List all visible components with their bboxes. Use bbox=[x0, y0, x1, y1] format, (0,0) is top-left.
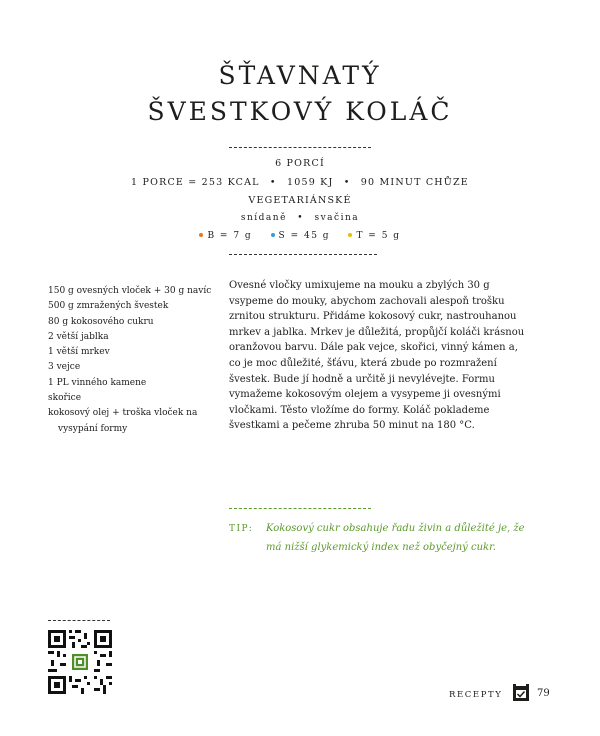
divider-tip bbox=[229, 508, 371, 509]
ingredient-item: 150 g ovesných vloček + 30 g navíc bbox=[48, 286, 212, 296]
ingredient-item: 1 PL vinného kamene bbox=[48, 377, 147, 388]
tip-label: TIP: bbox=[229, 524, 254, 534]
fat-dot-icon bbox=[348, 233, 352, 237]
qr-code-icon[interactable] bbox=[48, 630, 112, 694]
ingredient-item: 80 g kokosového cukru bbox=[48, 316, 154, 327]
ingredient-item: 2 větší jablka bbox=[48, 331, 109, 342]
footer-section-label: RECEPTY bbox=[449, 690, 503, 700]
divider-middle bbox=[229, 254, 377, 255]
diet-label: VEGETARIÁNSKÉ bbox=[248, 195, 352, 206]
macro-fat: T = 5 g bbox=[348, 231, 400, 241]
kcal-per-portion: 1 PORCE = 253 KCAL bbox=[131, 177, 260, 188]
recipe-title bbox=[0, 58, 600, 130]
walk-time: 90 MINUT CHŮZE bbox=[360, 177, 469, 188]
ingredient-item: kokosový olej + troška vloček na vysypání formy bbox=[48, 408, 198, 434]
recipe-book-icon bbox=[512, 684, 530, 702]
tip-box bbox=[229, 520, 529, 557]
bullet-separator: • bbox=[269, 177, 277, 188]
portions: 6 PORCÍ bbox=[275, 158, 325, 169]
macro-carbs: S = 45 g bbox=[271, 231, 331, 241]
ingredient-list bbox=[48, 284, 218, 437]
macros bbox=[0, 231, 600, 241]
kj-value: 1059 KJ bbox=[286, 177, 334, 188]
tip-text: Kokosový cukr obsahuje řadu živin a důležité je, že má nižší glykemický index než obyčejný cukr. bbox=[266, 523, 525, 553]
recipe-title-line-2: ŠVESTKOVÝ KOLÁČ bbox=[147, 97, 453, 126]
method-text: Ovesné vločky umixujeme na mouku a zbylých 30 g vsypeme do mouky, abychom zachovali alespoň trošku zrnitou strukturu. Přidáme kokosový cukr, nastrouhanou mrkev a jablka. Mrkev je důležitá, propůjčí koláči krásnou oranžovou barvu. Dále pak vejce, skořici, vinný kámen a, co je moc důležité, šťávu, která zbude po rozmražení švestek. Bude jí hodně a určitě ji nevylévejte. Formu vymažeme kokosovým olejem a vysypeme ji ovesnými vločkami. Těsto vložíme do formy. Koláč poklademe švestkami a pečeme zhruba 50 minut na 180 °C. bbox=[229, 280, 525, 432]
macro-protein: B = 7 g bbox=[199, 231, 252, 241]
bullet-separator: • bbox=[297, 213, 305, 223]
page-number: 79 bbox=[537, 688, 550, 699]
ingredient-item: 1 větší mrkev bbox=[48, 347, 110, 358]
meal-type-breakfast: snídaně bbox=[240, 213, 287, 223]
meal-types bbox=[0, 213, 600, 223]
ingredient-item: skořice bbox=[48, 393, 82, 404]
protein-dot-icon bbox=[199, 233, 203, 237]
divider-qr bbox=[48, 620, 110, 621]
bullet-separator: • bbox=[343, 177, 351, 188]
divider-top bbox=[229, 147, 371, 148]
recipe-title-line-1: ŠŤAVNATÝ bbox=[218, 61, 382, 90]
nutrition-line bbox=[0, 177, 600, 188]
meal-type-snack: svačina bbox=[314, 213, 360, 223]
carbs-dot-icon bbox=[271, 233, 275, 237]
ingredient-item: 500 g zmražených švestek bbox=[48, 301, 169, 312]
ingredient-item: 3 vejce bbox=[48, 362, 81, 373]
